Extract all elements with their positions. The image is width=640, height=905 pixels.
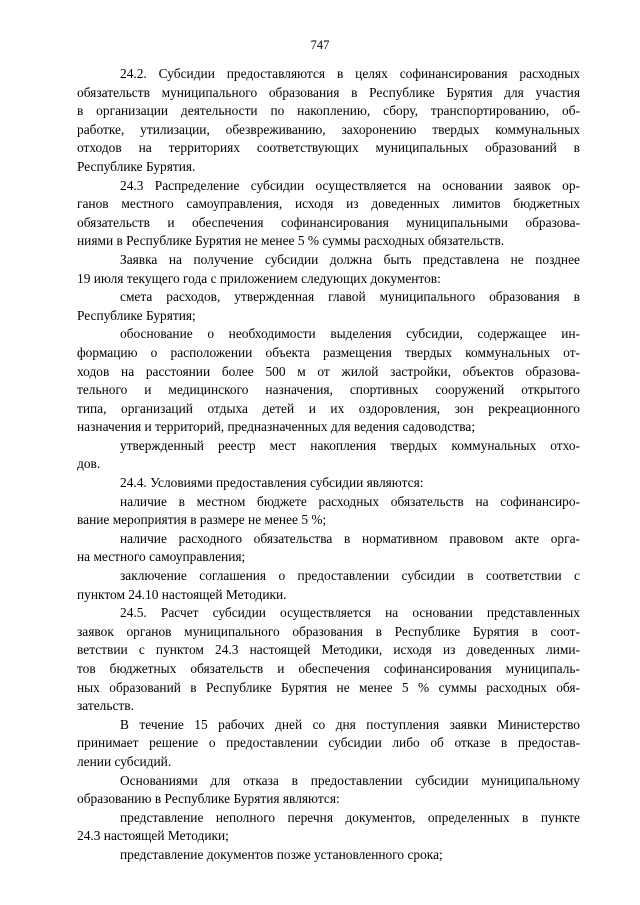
text-line: ниями в Республике Бурятия не менее 5 % суммы расходных обязательств. [77,233,505,249]
text-line: 24.3 Распределение субсидии осуществляется на основании заявок ор- [120,177,580,193]
text-line: заявок органов муниципального образования в Республике Бурятия в соот- [77,623,580,639]
text-line: Основаниями для отказа в предоставлении субсидии муниципальному [120,772,580,788]
text-line: смета расходов, утвержденная главой муниципального образования в [120,289,580,305]
text-line: заключение соглашения о предоставлении субсидии в соответствии с [120,568,580,584]
text-line: обязательств муниципального образования в Республике Бурятия для участия [77,84,580,100]
text-line: отходов на территориях соответствующих муниципальных образований в [77,140,580,156]
text-line: типа, организаций отдыха детей и их оздоровления, зон рекреационного [77,400,580,416]
text-line: 24.2. Субсидии предоставляются в целях софинансирования расходных [120,66,580,81]
text-line: ветствии с пунктом 24.3 настоящей Методики, исходя из доведенных лими- [77,642,580,658]
text-line: зательств. [77,698,134,714]
text-line: Республике Бурятия. [77,158,196,174]
text-line: наличие расходного обязательства в нормативном правовом акте орга- [120,530,580,546]
text-line: 19 июля текущего года с приложением следующих документов: [77,270,441,286]
text-line: В течение 15 рабочих дней со дня поступления заявки Министерство [120,716,580,732]
text-line: ных образований в Республике Бурятия не менее 5 % суммы расходных обя- [77,679,580,695]
text-line: тельного и медицинского назначения, спортивных сооружений открытого [77,382,580,398]
text-line: на местного самоуправления; [77,549,246,565]
text-line: утвержденный реестр мест накопления твердых коммунальных отхо- [120,437,580,453]
text-line: представление документов позже установленного срока; [120,846,443,862]
text-line: наличие в местном бюджете расходных обязательств на софинансиро- [120,493,580,509]
text-line: принимает решение о предоставлении субсидии либо об отказе в предостав- [77,735,580,751]
text-line: Республике Бурятия; [77,307,196,323]
text-line: лении субсидий. [77,753,172,769]
text-line: образованию в Республике Бурятия являются: [77,791,340,807]
text-line: дов. [77,456,101,472]
text-line: работке, утилизации, обезвреживанию, захоронению твердых коммунальных [77,121,580,137]
text-line: ганов местного самоуправления, исходя из доведенных лимитов бюджетных [77,196,580,212]
text-line: назначения и территорий, предназначенных для ведения садоводства; [77,419,476,435]
text-line: тов бюджетных обязательств и обеспечения софинансирования муниципаль- [77,661,580,676]
page-number: 747 [310,38,330,52]
text-line: обоснование о необходимости выделения субсидии, содержащее ин- [120,326,580,342]
text-line: обязательств и обеспечения софинансирования муниципальными образова- [77,214,580,230]
text-line: представление неполного перечня документов, определенных в пункте [120,809,580,825]
text-line: пунктом 24.10 настоящей Методики. [77,586,287,602]
text-line: вание мероприятия в размере не менее 5 %; [77,512,327,528]
text-line: 24.4. Условиями предоставления субсидии являются: [120,475,424,491]
document-body [77,65,580,865]
text-line: Заявка на получение субсидии должна быть представлена не позднее [120,251,580,267]
text-line: ходов на расстоянии более 500 м от жилой застройки, объектов образова- [77,363,580,379]
text-line: 24.5. Расчет субсидии осуществляется на основании представленных [120,605,580,621]
text-line: в организации деятельности по накоплению, сбору, транспортированию, об- [77,103,580,119]
text-line: 24.3 настоящей Методики; [77,828,229,844]
text-line: формацию о расположении объекта размещения твердых коммунальных от- [77,344,580,360]
